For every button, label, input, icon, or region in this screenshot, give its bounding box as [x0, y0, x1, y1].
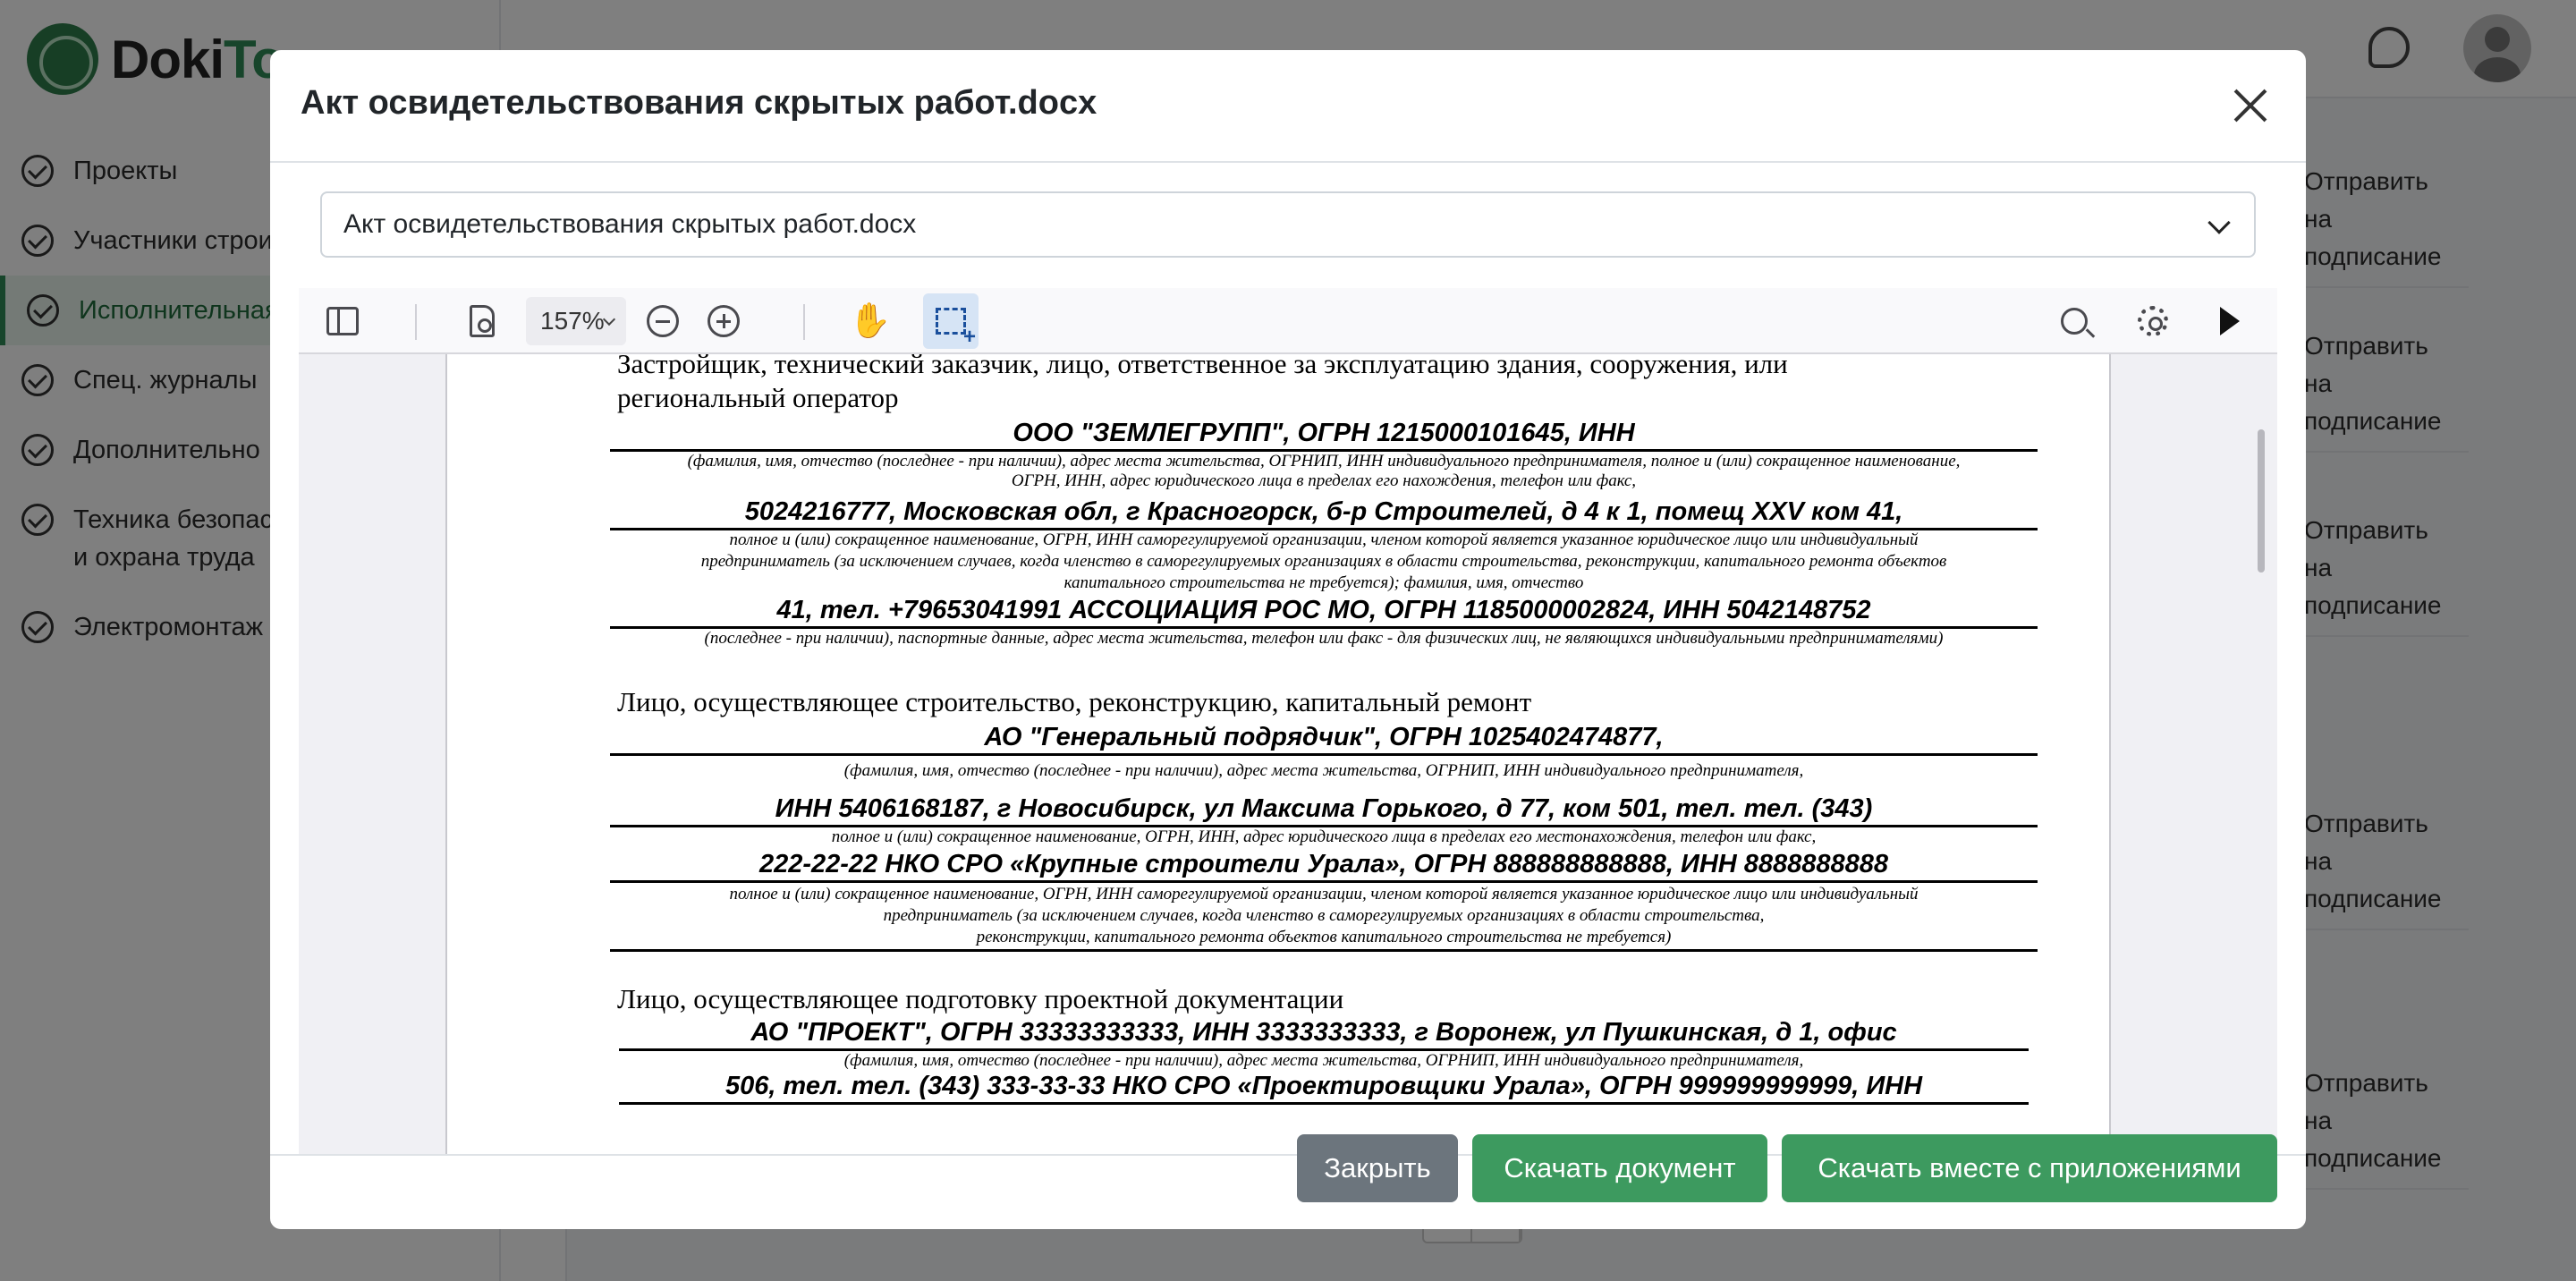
doc-field-note: полное и (или) сокращенное наименование, ОГРН, ИНН саморегулируемой организации, членом которой является указанное юридическое лицо или индивидуальный — [729, 885, 1919, 903]
file-select-value: Акт освидетельствования скрытых работ.docx — [343, 209, 917, 239]
chevron-down-icon — [2207, 211, 2230, 233]
toolbar-divider — [415, 304, 417, 340]
doc-field-note: реконструкции, капитального ремонта объектов капитального строительства не требуется) — [610, 927, 2038, 952]
zoom-out-icon[interactable] — [642, 301, 683, 342]
search-icon[interactable] — [2054, 301, 2095, 342]
doc-filled-field: 506, тел. тел. (343) 333-33-33 НКО СРО «Проектировщики Урала», ОГРН 999999999999, ИНН — [619, 1070, 2029, 1105]
zoom-value: 157% — [540, 307, 605, 335]
doc-filled-field: 41, тел. +79653041991 АССОЦИАЦИЯ РОС МО, ОГРН 1185000002824, ИНН 5042148752 — [610, 594, 2038, 629]
modal-title: Акт освидетельствования скрытых работ.docx — [301, 84, 1097, 122]
doc-field-note: (последнее - при наличии), паспортные данные, адрес места жительства, телефон или факс - для физических лиц, не являющихся индивидуальными предпринимателями) — [704, 629, 1944, 648]
doc-field-note: (фамилия, имя, отчество (последнее - при наличии), адрес места жительства, ОГРНИП, ИНН индивидуального предпринимателя, — [843, 1051, 1804, 1070]
doc-field-note: (фамилия, имя, отчество (последнее - при наличии), адрес места жительства, ОГРНИП, ИНН индивидуального предпринимателя, — [843, 761, 1804, 780]
zoom-in-icon[interactable] — [703, 301, 744, 342]
doc-field-note: предприниматель (за исключением случаев, когда членство в саморегулируемых организациях в области строительства, — [883, 906, 1765, 925]
file-select[interactable] — [320, 191, 2256, 258]
gear-icon[interactable] — [2132, 301, 2174, 342]
zoom-select[interactable] — [526, 297, 626, 345]
close-button[interactable]: Закрыть — [1297, 1134, 1458, 1202]
toolbar-divider — [803, 304, 805, 340]
doc-filled-field: АО "ПРОЕКТ", ОГРН 33333333333, ИНН 3333333333, г Воронеж, ул Пушкинская, д 1, офис — [619, 1016, 2029, 1051]
document-viewer — [299, 288, 2277, 1154]
document-preview-modal — [270, 50, 2306, 1229]
text-select-tool-icon[interactable] — [923, 293, 979, 349]
doc-field-note: предприниматель (за исключением случаев, когда членство в саморегулируемых организациях в области строительства, реконструкции, капитального ремонта объектов — [700, 552, 1947, 571]
download-with-attachments-button[interactable]: Скачать вместе с приложениями — [1782, 1134, 2277, 1202]
sidebar-toggle-icon[interactable] — [322, 301, 363, 342]
doc-field-note: капитального строительства не требуется); фамилия, имя, отчество — [1063, 573, 1584, 592]
download-document-button[interactable]: Скачать документ — [1472, 1134, 1767, 1202]
doc-field-note: (фамилия, имя, отчество (последнее - при наличии), адрес места жительства, ОГРНИП, ИНН индивидуального предпринимателя, полное и (или) сокращенное наименование, — [687, 452, 1961, 471]
document-properties-icon[interactable] — [462, 301, 503, 342]
chevron-down-icon — [603, 313, 615, 326]
doc-field-note: полное и (или) сокращенное наименование, ОГРН, ИНН саморегулируемой организации, членом которой является указанное юридическое лицо или индивидуальный — [729, 530, 1919, 549]
close-icon[interactable] — [2233, 88, 2268, 123]
doc-section-heading: Лицо, осуществляющее строительство, реконструкцию, капитальный ремонт — [617, 686, 1532, 717]
play-icon[interactable] — [2209, 301, 2250, 342]
doc-filled-field: ООО "ЗЕМЛЕГРУПП", ОГРН 1215000101645, ИНН — [610, 417, 2038, 452]
doc-field-note: полное и (или) сокращенное наименование, ОГРН, ИНН, адрес юридического лица в пределах его местонахождения, телефон или факс, — [831, 827, 1817, 846]
doc-filled-field: 222-22-22 НКО СРО «Крупные строители Урала», ОГРН 888888888888, ИНН 8888888888 — [610, 848, 2038, 883]
doc-section-heading: Застройщик, технический заказчик, лицо, ответственное за эксплуатацию здания, сооружения, или — [617, 354, 1788, 379]
modal-header — [270, 50, 2306, 163]
doc-filled-field: АО "Генеральный подрядчик", ОГРН 1025402474877, — [610, 721, 2038, 756]
hand-tool-icon[interactable]: ✋ — [849, 302, 892, 340]
doc-section-heading: Лицо, осуществляющее подготовку проектной документации — [617, 983, 1344, 1014]
doc-field-note: ОГРН, ИНН, адрес юридического лица в пределах его нахождения, телефон или факс, — [1011, 471, 1637, 490]
document-scroll-area[interactable] — [299, 354, 2277, 1154]
doc-section-heading: региональный оператор — [617, 382, 899, 413]
document-page — [445, 354, 2111, 1154]
doc-filled-field: 5024216777, Московская обл, г Красногорск, б-р Строителей, д 4 к 1, помещ XXV ком 41, — [610, 496, 2038, 530]
viewer-toolbar — [299, 288, 2277, 354]
scrollbar-thumb[interactable] — [2258, 429, 2265, 573]
doc-filled-field: ИНН 5406168187, г Новосибирск, ул Максима Горького, д 77, ком 501, тел. тел. (343) — [610, 793, 2038, 827]
